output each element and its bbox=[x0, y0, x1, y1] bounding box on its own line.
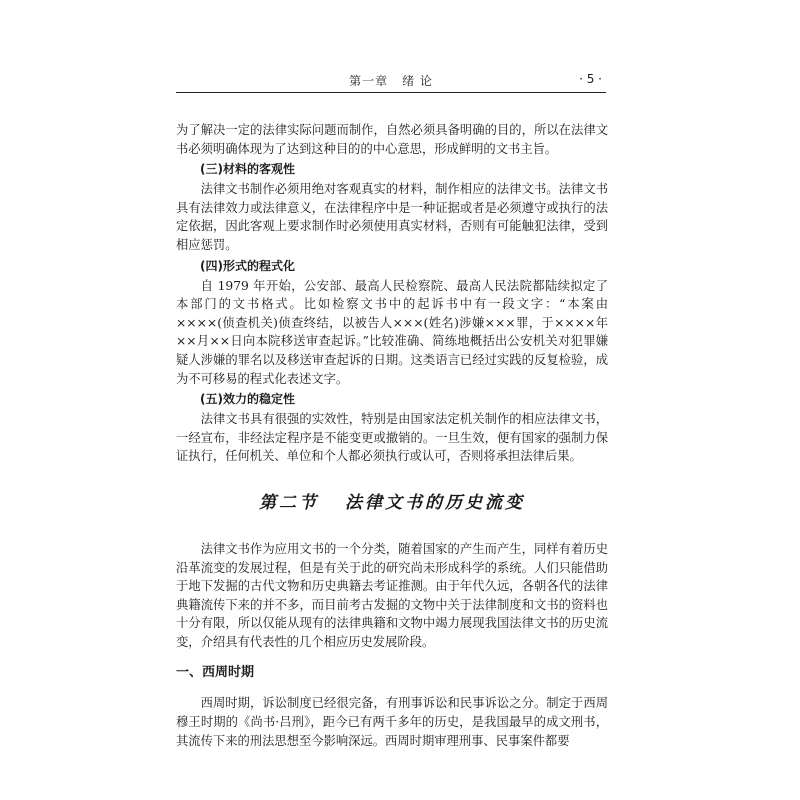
paragraph-continued: 为了解决一定的法律实际问题而制作，自然必须具备明确的目的，所以在法律文书必须明确体现为了达到这种目的的中心意思，形成鲜明的文书主旨。 bbox=[176, 123, 608, 156]
paragraph-objectivity: 法律文书制作必须用绝对客观真实的材料，制作相应的法律文书。法律文书具有法律效力或法律意义，在法律程序中是一种证据或者是必须遵守或执行的法定依据，因此客观上要求制作时必须使用真实材料，否则有可能触犯法律，受到相应惩罚。 bbox=[176, 182, 608, 252]
subheading-objectivity: (三)材料的客观性 bbox=[200, 162, 295, 177]
chapter-title: 绪 论 bbox=[402, 74, 433, 88]
paragraph-formalization: 自 1979 年开始，公安部、最高人民检察院、最高人民法院都陆续拟定了本部门的文书格式。比如检察文书中的起诉书中有一段文字：“本案由××××(侦查机关)侦查终结，以被告人×××(姓名)涉嫌×××罪，于××××年××月××日向本院移送审查起诉。”比较准确、简练地概括出公安机关对犯罪嫌疑人涉嫌的罪名以及移送审查起诉的日期。这类语言已经过实践的反复检验，成为不可移易的程式化表述文字。 bbox=[176, 278, 608, 386]
page-number: · 5 · bbox=[579, 72, 602, 86]
chapter-heading bbox=[176, 72, 606, 89]
section-number: 第二节 bbox=[259, 492, 319, 513]
running-header bbox=[176, 70, 606, 90]
chapter-number: 第一章 bbox=[349, 74, 389, 88]
paragraph-stability: 法律文书具有很强的实效性，特别是由国家法定机关制作的相应法律文书，一经宣布，非经法定程序是不能变更或撤销的。一旦生效，便有国家的强制力保证执行，任何机关、单位和个人都必须执行或认可，否则将承担法律后果。 bbox=[176, 412, 608, 464]
heading-western-zhou: 一、西周时期 bbox=[176, 665, 255, 681]
paragraph-history-intro: 法律文书作为应用文书的一个分类，随着国家的产生而产生，同样有着历史沿革流变的发展过程，但是有关于此的研究尚未形成科学的系统。人们只能借助于地下发掘的古代文物和历史典籍去考证推测。由于年代久远，各朝各代的法律典籍流传下来的并不多，而目前考古发掘的文物中关于法律制度和文书的资料也十分有限，所以仅能从现有的法律典籍和文物中竭力展现我国法律文书的历史流变，介绍具有代表性的几个相应历史发展阶段。 bbox=[176, 541, 608, 649]
section-title bbox=[176, 488, 608, 513]
paragraph-western-zhou: 西周时期，诉讼制度已经很完备，有刑事诉讼和民事诉讼之分。制定于西周穆王时期的《尚书·吕刑》，距今已有两千多年的历史，是我国最早的成文刑书，其流传下来的刑法思想至今影响深远。西周时期审理刑事、民事案件都要 bbox=[176, 696, 608, 748]
header-rule bbox=[176, 92, 606, 93]
subheading-stability: (五)效力的稳定性 bbox=[200, 392, 295, 407]
section-name: 法律文书的历史流变 bbox=[345, 492, 525, 513]
page-content bbox=[176, 121, 608, 750]
subheading-formalization: (四)形式的程式化 bbox=[200, 258, 295, 273]
